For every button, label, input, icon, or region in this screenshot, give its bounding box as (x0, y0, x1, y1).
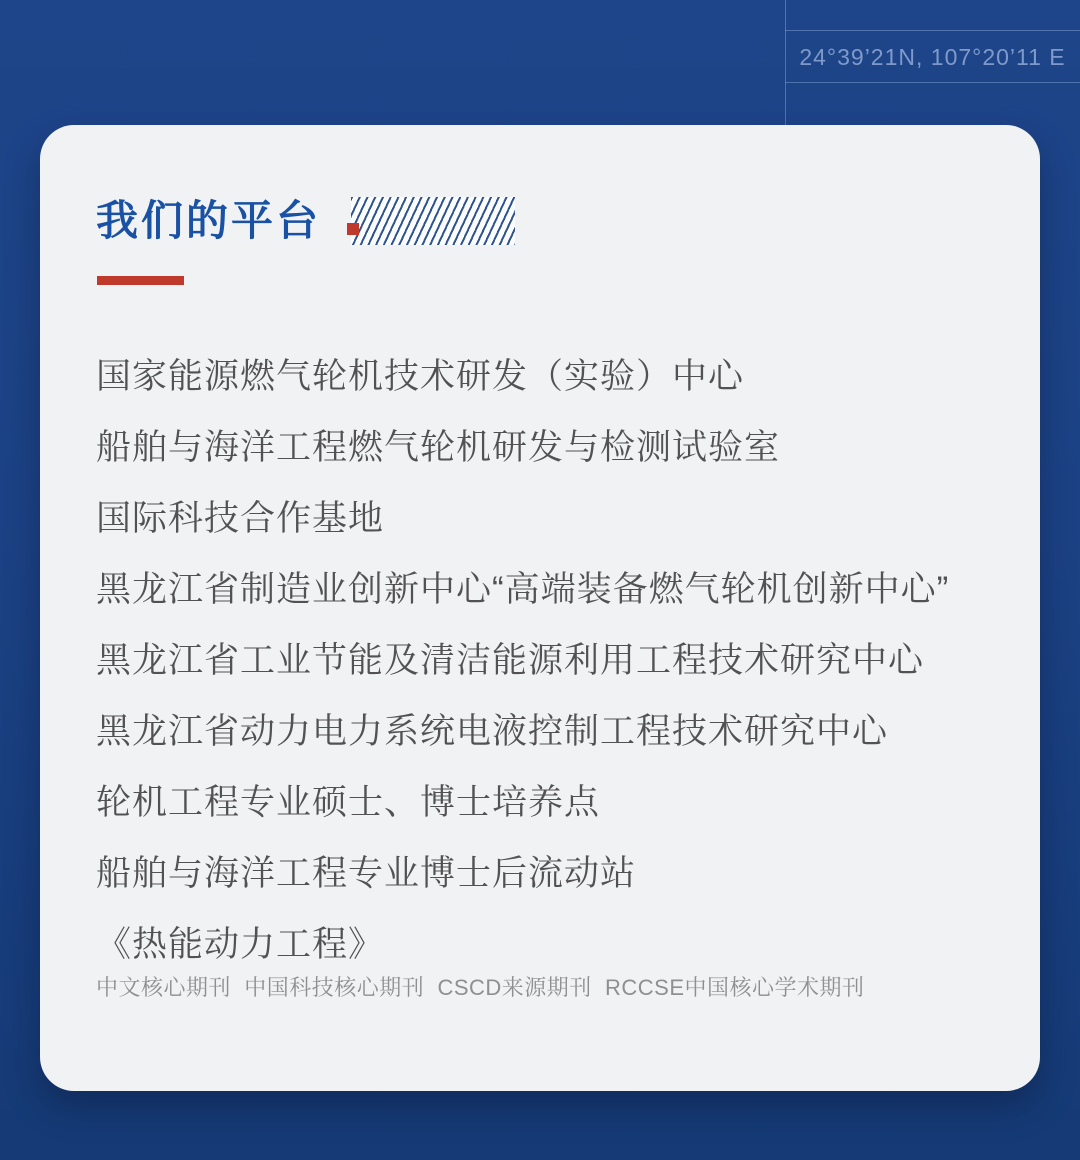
platform-item: 黑龙江省工业节能及清洁能源利用工程技术研究中心 (96, 641, 925, 680)
red-square-decoration (347, 223, 359, 235)
title-underline (97, 276, 184, 285)
journal-block (96, 927, 1000, 1001)
coordinates-text: 24°39’21N, 107°20’11 E (799, 44, 1066, 70)
journal-name: 《热能动力工程》 (96, 925, 385, 964)
journal-qualifications: 中文核心期刊 中国科技核心期刊 CSCD来源期刊 RCCSE中国核心学术期刊 (96, 975, 865, 1000)
platform-item: 船舶与海洋工程燃气轮机研发与检测试验室 (96, 428, 781, 467)
section-title: 我们的平台 (96, 197, 322, 244)
platform-item: 国家能源燃气轮机技术研发（实验）中心 (96, 357, 745, 396)
coordinates-panel (785, 0, 1080, 126)
platform-item: 黑龙江省动力电力系统电液控制工程技术研究中心 (96, 712, 889, 751)
platform-item: 黑龙江省制造业创新中心“高端装备燃气轮机创新中心” (96, 570, 950, 609)
platform-item: 国际科技合作基地 (96, 499, 385, 538)
platform-item: 船舶与海洋工程专业博士后流动站 (96, 854, 637, 893)
coordinates-top-divider (785, 30, 1080, 31)
title-row (96, 197, 1000, 245)
coordinates-bottom-divider (785, 82, 1080, 83)
hatch-stripe-decoration (351, 197, 515, 245)
platform-card (40, 125, 1040, 1091)
platform-item: 轮机工程专业硕士、博士培养点 (96, 783, 601, 822)
platform-list (96, 359, 1000, 892)
